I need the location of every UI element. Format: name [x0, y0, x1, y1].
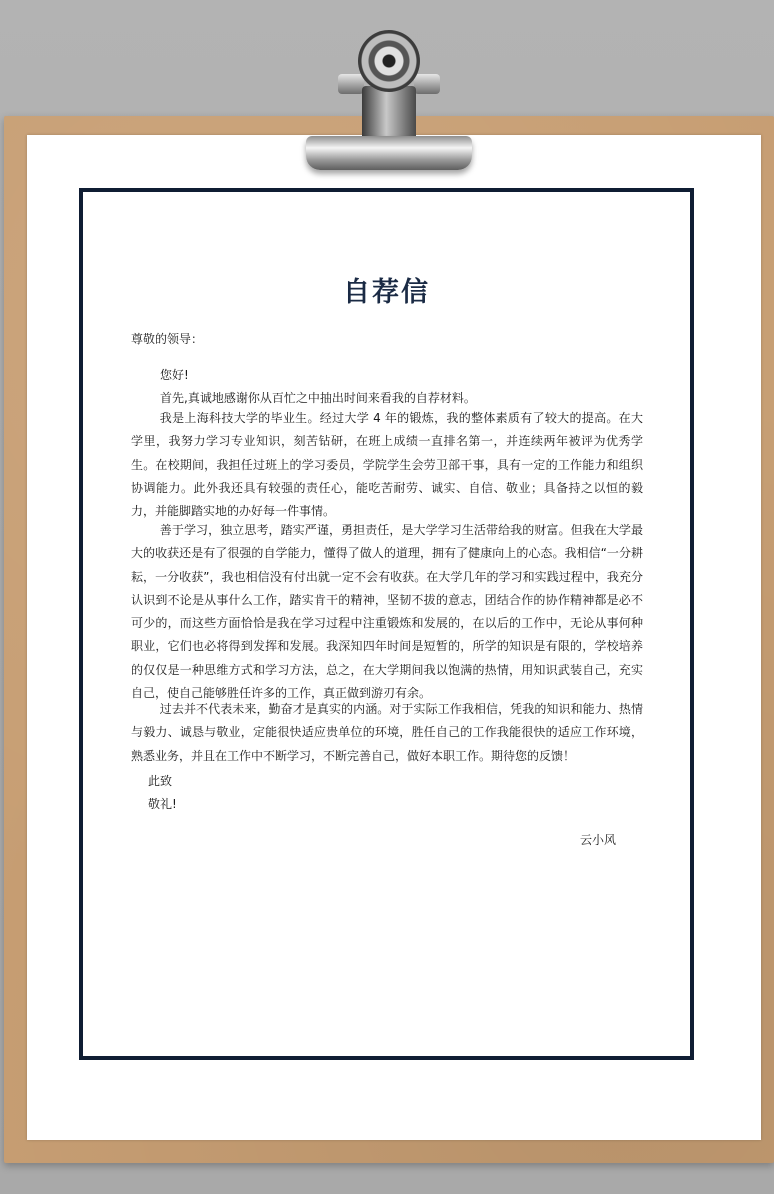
body-paragraph-2: 善于学习，独立思考，踏实严谨，勇担责任，是大学学习生活带给我的财富。但我在大学最大的收获还是有了很强的自学能力，懂得了做人的道理，拥有了健康向上的心态。我相信“一分耕耘，一分收获”，我也相信没有付出就一定不会有收获。在大学几年的学习和实践过程中，我充分认识到不论是从事什么工作，踏实肯干的精神，坚韧不拔的意志，团结合作的协作精神都是必不可少的，而这些方面恰恰是我在学习过程中注重锻炼和发展的，在以后的工作中，无论从事何种职业，它们也必将得到发挥和发展。我深知四年时间是短暂的，所学的知识是有限的，学校培养的仅仅是一种思维方式和学习方法，总之，在大学期间我以饱满的热情，用知识武装自己，充实自己，使自己能够胜任许多的工作，真正做到游刃有余。: [131, 523, 643, 701]
binder-clip-icon: [300, 26, 480, 176]
intro-line: 首先,真诚地感谢你从百忙之中抽出时间来看我的自荐材料。: [160, 391, 476, 405]
closing-line-1: 此致: [148, 774, 173, 788]
body-paragraph-3: 过去并不代表未来，勤奋才是真实的内涵。对于实际工作我相信，凭我的知识和能力、热情与毅力、诚恳与敬业，定能很快适应贵单位的环境，胜任自己的工作我能很快的适应工作环境，熟悉业务，并且在工作中不断学习，不断完善自己，做好本职工作。期待您的反馈！: [131, 702, 643, 763]
salutation: 尊敬的领导：: [131, 332, 204, 346]
greeting: 您好!: [160, 368, 189, 382]
closing-line-2: 敬礼!: [148, 797, 177, 811]
letter-title: 自荐信: [343, 277, 430, 308]
body-paragraph-1: 我是上海科技大学的毕业生。经过大学 4 年的锻炼，我的整体素质有了较大的提高。在大学里，我努力学习专业知识，刻苦钻研，在班上成绩一直排名第一，并连续两年被评为优秀学生。在校期间，我担任过班上的学习委员，学院学生会劳卫部干事，具有一定的工作能力和组织协调能力。此外我还具有较强的责任心，能吃苦耐劳、诚实、自信、敬业；具备持之以恒的毅力，并能脚踏实地的办好每一件事情。: [131, 411, 643, 519]
signature: 云小风: [580, 833, 617, 847]
